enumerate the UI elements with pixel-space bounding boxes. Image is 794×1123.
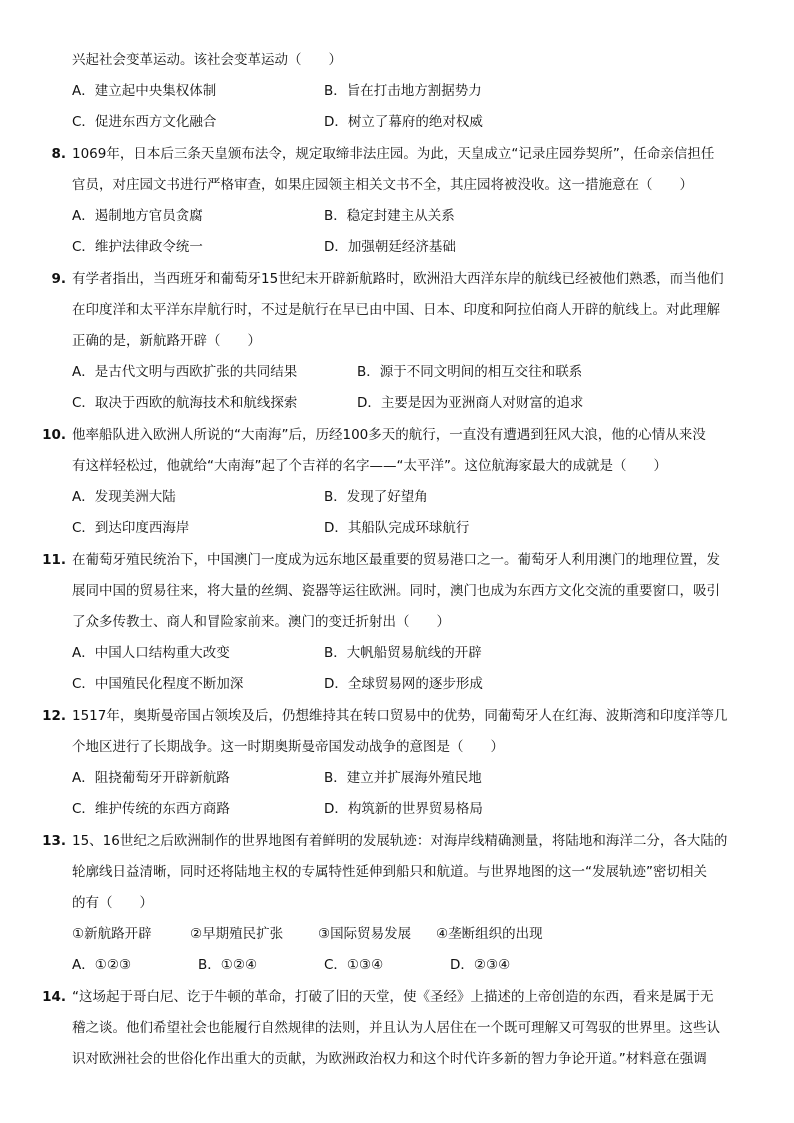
- q7-stem-tail: 兴起社会变革运动。该社会变革运动（ ）: [72, 52, 342, 68]
- option-c: C．维护法律政令统一: [72, 239, 203, 255]
- question-stem: 1517年，奥斯曼帝国占领埃及后，仍想维持其在转口贸易中的优势，同葡萄牙人在红海、波斯湾和印度洋等几: [72, 708, 728, 724]
- question-number: 10.: [42, 427, 66, 443]
- question-stem: 有这样轻松过，他就给“大南海”起了个吉祥的名字——“太平洋”。这位航海家最大的成就是（ ）: [72, 458, 667, 474]
- question-stem: 15、16世纪之后欧洲制作的世界地图有着鲜明的发展轨迹：对海岸线精确测量，将陆地和海洋二分，各大陆的: [72, 833, 728, 849]
- option-c: C．取决于西欧的航海技术和航线探索: [72, 395, 298, 411]
- q7-option-d: D．树立了幕府的绝对权威: [324, 114, 483, 130]
- question-stem: 的有（ ）: [72, 895, 153, 911]
- option-b: B．源于不同文明间的相互交往和联系: [357, 364, 583, 380]
- option-b: B．建立并扩展海外殖民地: [324, 770, 482, 786]
- option-d: D．加强朝廷经济基础: [324, 239, 456, 255]
- statement-item: ③国际贸易发展: [318, 926, 412, 942]
- option-a: A．是古代文明与西欧扩张的共同结果: [72, 364, 298, 380]
- option-a: A．阻挠葡萄牙开辟新航路: [72, 770, 230, 786]
- option-d: D．全球贸易网的逐步形成: [324, 676, 483, 692]
- option-c: C．到达印度西海岸: [72, 520, 190, 536]
- option-a: A．发现美洲大陆: [72, 489, 176, 505]
- question-number: 11.: [42, 552, 66, 568]
- question-stem: 在印度洋和太平洋东岸航行时，不过是航行在早已由中国、日本、印度和阿拉伯商人开辟的航线上。对此理解: [72, 302, 720, 318]
- option-b: B．发现了好望角: [324, 489, 428, 505]
- statement-item: ②早期殖民扩张: [190, 926, 284, 942]
- question-number: 12.: [42, 708, 66, 724]
- question-stem: 稽之谈。他们希望社会也能履行自然规律的法则，并且认为人居住在一个既可理解又可驾驭的世界里。这些认: [72, 1020, 720, 1036]
- question-stem: 个地区进行了长期战争。这一时期奥斯曼帝国发动战争的意图是（ ）: [72, 739, 504, 755]
- question-number: 13.: [42, 833, 66, 849]
- question-number: 14.: [42, 989, 66, 1005]
- option-b: B．大帆船贸易航线的开辟: [324, 645, 482, 661]
- option-c: C．①③④: [324, 957, 384, 973]
- option-a: A．①②③: [72, 957, 132, 973]
- question-stem: 轮廓线日益清晰，同时还将陆地主权的专属特性延伸到船只和航道。与世界地图的这一“发展轨迹”密切相关: [72, 864, 707, 880]
- question-stem: 识对欧洲社会的世俗化作出重大的贡献，为欧洲政治权力和这个时代许多新的智力争论开道。”材料意在强调: [72, 1051, 707, 1067]
- statement-item: ①新航路开辟: [72, 926, 152, 942]
- question-number: 8.: [51, 146, 66, 162]
- q7-option-c: C．促进东西方文化融合: [72, 114, 217, 130]
- question-stem: 了众多传教士、商人和冒险家前来。澳门的变迁折射出（ ）: [72, 614, 450, 630]
- option-d: D．主要是因为亚洲商人对财富的追求: [357, 395, 584, 411]
- q7-option-a: A．建立起中央集权体制: [72, 83, 217, 99]
- question-number: 9.: [51, 271, 66, 287]
- statement-item: ④垄断组织的出现: [436, 926, 543, 942]
- question-stem: 展同中国的贸易往来，将大量的丝绸、瓷器等运往欧洲。同时，澳门也成为东西方文化交流的重要窗口，吸引: [72, 583, 720, 599]
- option-b: B．稳定封建主从关系: [324, 208, 455, 224]
- option-a: A．中国人口结构重大改变: [72, 645, 230, 661]
- q7-option-b: B．旨在打击地方割据势力: [324, 83, 482, 99]
- option-b: B．①②④: [198, 957, 258, 973]
- option-c: C．中国殖民化程度不断加深: [72, 676, 244, 692]
- question-stem: 在葡萄牙殖民统治下，中国澳门一度成为远东地区最重要的贸易港口之一。葡萄牙人利用澳门的地理位置，发: [72, 552, 720, 568]
- option-d: D．构筑新的世界贸易格局: [324, 801, 483, 817]
- question-stem: 他率船队进入欧洲人所说的“大南海”后，历经100多天的航行，一直没有遭遇到狂风大浪，他的心情从来没: [72, 427, 706, 443]
- option-d: D．②③④: [450, 957, 511, 973]
- question-stem: 1069年，日本后三条天皇颁布法令，规定取缔非法庄园。为此，天皇成立“记录庄园券契所”，任命亲信担任: [72, 146, 715, 162]
- question-stem: 有学者指出，当西班牙和葡萄牙15世纪末开辟新航路时，欧洲沿大西洋东岸的航线已经被他们熟悉，而当他们: [72, 271, 724, 287]
- option-d: D．其船队完成环球航行: [324, 520, 470, 536]
- question-stem: 官员，对庄园文书进行严格审查，如果庄园领主相关文书不全，其庄园将被没收。这一措施意在（ ）: [72, 177, 693, 193]
- question-stem: “这场起于哥白尼、讫于牛顿的革命，打破了旧的天堂，使《圣经》上描述的上帝创造的东西，看来是属于无: [72, 989, 714, 1005]
- question-stem: 正确的是，新航路开辟（ ）: [72, 333, 261, 349]
- option-a: A．遏制地方官员贪腐: [72, 208, 203, 224]
- option-c: C．维护传统的东西方商路: [72, 801, 230, 817]
